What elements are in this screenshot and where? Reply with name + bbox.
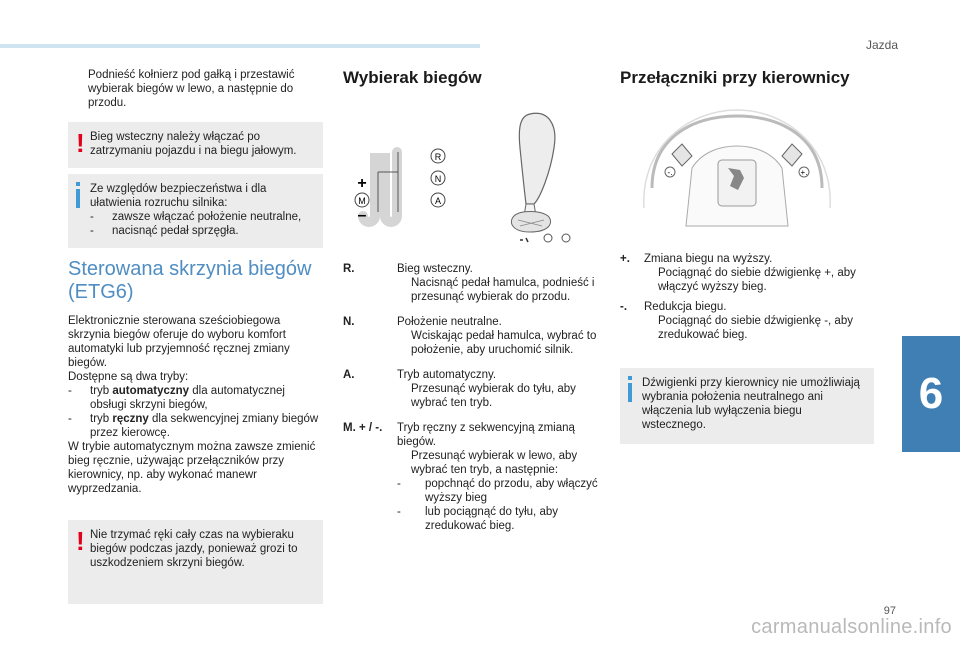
def-key: R. bbox=[343, 263, 355, 275]
gate-label-r: R bbox=[434, 152, 442, 162]
steering-wheel-illustration bbox=[632, 108, 842, 238]
warning-text: Bieg wsteczny należy włączać po zatrzymaniu pojazdu i na biegu jałowym. bbox=[90, 131, 297, 157]
gate-label-minus: – bbox=[357, 207, 367, 224]
def-automatic: A. Tryb automatyczny. Przesunąć wybierak do tyłu, aby wybrać ten tryb. bbox=[343, 369, 576, 409]
info-text: Ze względów bezpieczeństwa i dla ułatwienia rozruchu silnika: bbox=[90, 183, 267, 209]
section-title-paddles: Przełączniki przy kierownicy bbox=[620, 68, 850, 87]
intro-step-text: Podnieść kołnierz pod gałką i przestawić wybierak biegów w lewo, a następnie do przodu. bbox=[88, 69, 295, 109]
info-item: - nacisnąć pedał sprzęgła. bbox=[90, 225, 239, 237]
selector-definitions bbox=[343, 262, 599, 544]
def-key: N. bbox=[343, 316, 355, 328]
paragraph: Dostępne są dwa tryby: bbox=[68, 371, 189, 383]
chapter-tab[interactable]: 6 bbox=[902, 336, 960, 452]
info-icon bbox=[75, 182, 83, 208]
def-key: -. bbox=[620, 301, 628, 313]
gate-label-m: M bbox=[358, 196, 366, 206]
def-reverse: R. Bieg wsteczny. Nacisnąć pedał hamulca, podnieść i przesunąć wybierak do przodu. bbox=[343, 263, 595, 303]
paddle-label-minus: -. bbox=[667, 168, 673, 177]
paddle-label-plus: +. bbox=[800, 168, 808, 177]
gate-label-n: N bbox=[434, 174, 442, 184]
etg6-description bbox=[68, 314, 323, 496]
info-box-paddles bbox=[620, 368, 874, 444]
info-box-safety bbox=[68, 174, 323, 248]
info-text: Dźwigienki przy kierownicy nie umożliwiają wybrania położenia neutralnego ani włączenia lub wyłączenia biegu wstecznego. bbox=[642, 377, 860, 431]
info-icon bbox=[627, 376, 635, 402]
def-neutral: N. Położenie neutralne. Wciskając pedał hamulca, wybrać to położenie, aby uruchomić silnik. bbox=[343, 316, 597, 356]
page-number: 97 bbox=[883, 605, 896, 617]
column-left bbox=[68, 60, 323, 110]
paragraph: Elektronicznie sterowana sześciobiegowa skrzynia biegów oferuje do wyboru komfort automatyki lub przyjemność ręcznej zmiany biegów. bbox=[68, 315, 290, 369]
mode-item: - tryb automatyczny dla automatycznej obsługi skrzyni biegów, bbox=[68, 385, 285, 411]
gate-label-plus: + bbox=[357, 175, 367, 192]
def-downshift: -. Redukcja biegu. Pociągnąć do siebie dźwigienkę -, aby zredukować bieg. bbox=[620, 301, 853, 341]
warning-box-reverse bbox=[68, 122, 323, 168]
mode-item: - tryb ręczny dla sekwencyjnej zmiany biegów przez kierowcę. bbox=[68, 413, 319, 439]
warning-icon: ! bbox=[76, 128, 85, 158]
def-upshift: +. Zmiana biegu na wyższy. Pociągnąć do siebie dźwigienkę +, aby włączyć wyższy bieg. bbox=[620, 253, 856, 293]
section-title-etg6: Sterowana skrzynia biegów (ETG6) bbox=[68, 258, 312, 303]
def-manual: M. + / -. Tryb ręczny z sekwencyjną zmianą biegów. Przesunąć wybierak w lewo, aby wybrać ten tryb, a następnie: - popchnąć do przodu, aby włączyć wyższy bieg - lub pociągnąć do tyłu, aby zredukować bieg. bbox=[343, 422, 598, 532]
warning-box-hand bbox=[68, 520, 323, 604]
chapter-name: Jazda bbox=[865, 38, 898, 52]
def-key: M. + / -. bbox=[343, 422, 383, 434]
gate-label-a: A bbox=[434, 196, 442, 206]
def-key: A. bbox=[343, 369, 355, 381]
paddle-definitions bbox=[620, 252, 876, 353]
watermark: carmanualsonline.info bbox=[751, 616, 952, 638]
paragraph: W trybie automatycznym można zawsze zmienić bieg ręcznie, używając przełączników przy kierownicy, np. aby wykonać manewr wyprzedzania. bbox=[68, 441, 316, 495]
header-accent-bar bbox=[0, 44, 480, 48]
gear-lever-illustration bbox=[490, 108, 580, 248]
intro-step bbox=[68, 68, 323, 110]
gear-gate-diagram bbox=[350, 108, 450, 228]
warning-icon: ! bbox=[76, 526, 85, 556]
warning-text: Nie trzymać ręki cały czas na wybieraku biegów podczas jazdy, ponieważ grozi to uszkodzeniem skrzyni biegów. bbox=[90, 529, 298, 569]
section-title-selector: Wybierak biegów bbox=[343, 68, 482, 87]
info-item: - zawsze włączać położenie neutralne, bbox=[90, 211, 302, 223]
def-key: +. bbox=[620, 253, 630, 265]
